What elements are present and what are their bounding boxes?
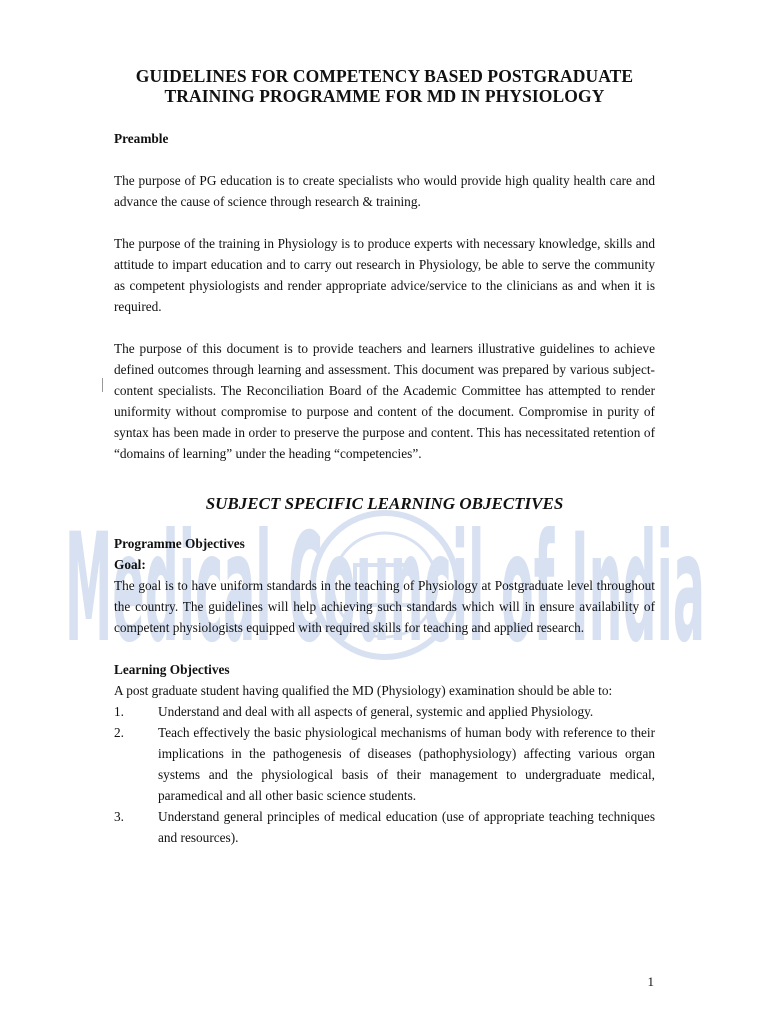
document-body — [114, 66, 655, 848]
learning-objectives-list — [114, 701, 655, 848]
list-item-number: 1. — [114, 704, 124, 719]
document-title: GUIDELINES FOR COMPETENCY BASED POSTGRADUATE TRAINING PROGRAMME FOR MD IN PHYSIOLOGY — [135, 66, 634, 106]
list-item-number: 2. — [114, 725, 124, 740]
preamble-paragraph-1: The purpose of PG education is to create specialists who would provide high quality health care and advance the cause of science through research & training. — [114, 173, 655, 209]
programme-objectives-heading: Programme Objectives — [114, 536, 245, 551]
list-item-text: Understand and deal with all aspects of general, systemic and applied Physiology. — [158, 704, 594, 719]
learning-objectives-heading: Learning Objectives — [114, 662, 230, 677]
margin-mark — [102, 378, 103, 392]
preamble-paragraph-3: The purpose of this document is to provide teachers and learners illustrative guidelines to achieve defined outcomes through learning and assessment. This document was prepared by various subject-content specialists. The Reconciliation Board of the Academic Committee has attempted to render uniformity without compromise to purpose and content of the document. Compromise in purity of syntax has been made in order to preserve the purpose and content. This has necessitated retention of “domains of learning” under the heading “competencies”. — [114, 341, 655, 461]
learning-objectives-intro: A post graduate student having qualified the MD (Physiology) examination should be able to: — [114, 683, 613, 698]
page-number: 1 — [647, 974, 654, 989]
section-title: SUBJECT SPECIFIC LEARNING OBJECTIVES — [205, 494, 564, 513]
list-item — [114, 722, 655, 806]
list-item-text: Understand general principles of medical education (use of appropriate teaching techniques and resources). — [158, 809, 655, 845]
preamble-heading: Preamble — [114, 131, 169, 146]
preamble-paragraph-2: The purpose of the training in Physiology is to produce experts with necessary knowledge, skills and attitude to impart education and to carry out research in Physiology, be able to serve the community as competent physiologists and render appropriate advice/service to the clinicians as and when it is required. — [114, 236, 655, 314]
watermark-text: Medical Council of India — [65, 502, 705, 676]
list-item — [114, 806, 655, 848]
list-item — [114, 701, 655, 722]
goal-paragraph: The goal is to have uniform standards in the teaching of Physiology at Postgraduate level throughout the country. The guidelines will help achieving such standards which will in ensure availability of competent physiologists equipped with required skills for teaching and applied research. — [114, 578, 655, 635]
list-item-number: 3. — [114, 809, 124, 824]
goal-heading: Goal: — [114, 557, 146, 572]
list-item-text: Teach effectively the basic physiological mechanisms of human body with reference to their implications in the pathogenesis of diseases (pathophysiology) affecting various organ systems and the physiological basis of their management to undergraduate medical, paramedical and all other basic science students. — [158, 725, 655, 803]
